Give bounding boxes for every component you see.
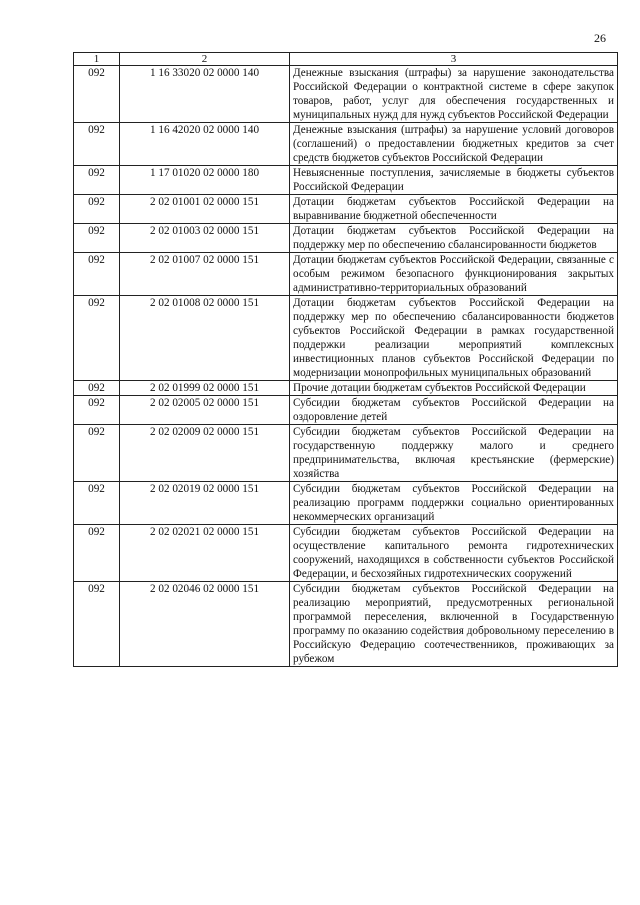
- admin-code-cell: 092: [74, 296, 120, 381]
- column-header-code: 2: [120, 53, 290, 66]
- admin-code-cell: 092: [74, 66, 120, 123]
- budget-code-cell: 2 02 01008 02 0000 151: [120, 296, 290, 381]
- admin-code-cell: 092: [74, 525, 120, 582]
- admin-code-cell: 092: [74, 253, 120, 296]
- description-cell: Дотации бюджетам субъектов Российской Федерации на выравнивание бюджетной обеспеченности: [290, 195, 618, 224]
- table-row: [74, 66, 618, 123]
- table-row: [74, 396, 618, 425]
- budget-code-cell: 2 02 02019 02 0000 151: [120, 482, 290, 525]
- admin-code-cell: 092: [74, 224, 120, 253]
- budget-code-cell: 1 16 42020 02 0000 140: [120, 123, 290, 166]
- table-row: [74, 582, 618, 667]
- admin-code-cell: 092: [74, 381, 120, 396]
- description-cell: Невыясненные поступления, зачисляемые в бюджеты субъектов Российской Федерации: [290, 166, 618, 195]
- description-cell: Дотации бюджетам субъектов Российской Федерации на поддержку мер по обеспечению сбалансированности бюджетов субъектов Российской Федерации в рамках государственной поддержки реализации мероприятий комплексных инвестиционных планов субъектов Российской Федерации по модернизации монопрофильных муниципальных образований: [290, 296, 618, 381]
- admin-code-cell: 092: [74, 195, 120, 224]
- table-row: [74, 296, 618, 381]
- column-header-description: 3: [290, 53, 618, 66]
- description-cell: Прочие дотации бюджетам субъектов Российской Федерации: [290, 381, 618, 396]
- description-cell: Дотации бюджетам субъектов Российской Федерации на поддержку мер по обеспечению сбалансированности бюджетов: [290, 224, 618, 253]
- budget-code-cell: 2 02 02021 02 0000 151: [120, 525, 290, 582]
- column-header-admin: 1: [74, 53, 120, 66]
- budget-code-cell: 1 16 33020 02 0000 140: [120, 66, 290, 123]
- table-row: [74, 482, 618, 525]
- description-cell: Денежные взыскания (штрафы) за нарушение законодательства Российской Федерации о контрактной системе в сфере закупок товаров, работ, услуг для обеспечения государственных и муниципальных нужд для нужд субъектов Российской Федерации: [290, 66, 618, 123]
- description-cell: Денежные взыскания (штрафы) за нарушение условий договоров (соглашений) о предоставлении бюджетных кредитов за счет средств бюджетов субъектов Российской Федерации: [290, 123, 618, 166]
- budget-code-cell: 2 02 01007 02 0000 151: [120, 253, 290, 296]
- table-row: [74, 224, 618, 253]
- admin-code-cell: 092: [74, 482, 120, 525]
- table-row: [74, 425, 618, 482]
- description-cell: Субсидии бюджетам субъектов Российской Федерации на реализацию мероприятий, предусмотренных региональной программой переселения, включенной в Государственную программу по оказанию содействия добровольному переселению в Российскую Федерацию соотечественников, проживающих за рубежом: [290, 582, 618, 667]
- description-cell: Дотации бюджетам субъектов Российской Федерации, связанные с особым режимом безопасного функционирования закрытых административно-территориальных образований: [290, 253, 618, 296]
- table-row: [74, 525, 618, 582]
- budget-code-cell: 2 02 01003 02 0000 151: [120, 224, 290, 253]
- description-cell: Субсидии бюджетам субъектов Российской Федерации на оздоровление детей: [290, 396, 618, 425]
- table-header-row: [74, 53, 618, 66]
- budget-code-cell: 1 17 01020 02 0000 180: [120, 166, 290, 195]
- budget-revenue-table: [73, 52, 618, 667]
- description-cell: Субсидии бюджетам субъектов Российской Федерации на осуществление капитального ремонта гидротехнических сооружений, находящихся в собственности субъектов Российской Федерации, и бесхозяйных гидротехнических сооружений: [290, 525, 618, 582]
- page-number: 26: [594, 31, 606, 45]
- budget-code-cell: 2 02 01999 02 0000 151: [120, 381, 290, 396]
- table-row: [74, 166, 618, 195]
- admin-code-cell: 092: [74, 582, 120, 667]
- budget-code-cell: 2 02 01001 02 0000 151: [120, 195, 290, 224]
- budget-code-cell: 2 02 02005 02 0000 151: [120, 396, 290, 425]
- table-row: [74, 381, 618, 396]
- admin-code-cell: 092: [74, 396, 120, 425]
- description-cell: Субсидии бюджетам субъектов Российской Федерации на государственную поддержку малого и среднего предпринимательства, включая крестьянские (фермерские) хозяйства: [290, 425, 618, 482]
- table-row: [74, 123, 618, 166]
- admin-code-cell: 092: [74, 425, 120, 482]
- table-row: [74, 195, 618, 224]
- admin-code-cell: 092: [74, 123, 120, 166]
- admin-code-cell: 092: [74, 166, 120, 195]
- budget-code-cell: 2 02 02046 02 0000 151: [120, 582, 290, 667]
- budget-code-cell: 2 02 02009 02 0000 151: [120, 425, 290, 482]
- table-row: [74, 253, 618, 296]
- description-cell: Субсидии бюджетам субъектов Российской Федерации на реализацию программ поддержки социально ориентированных некоммерческих организаций: [290, 482, 618, 525]
